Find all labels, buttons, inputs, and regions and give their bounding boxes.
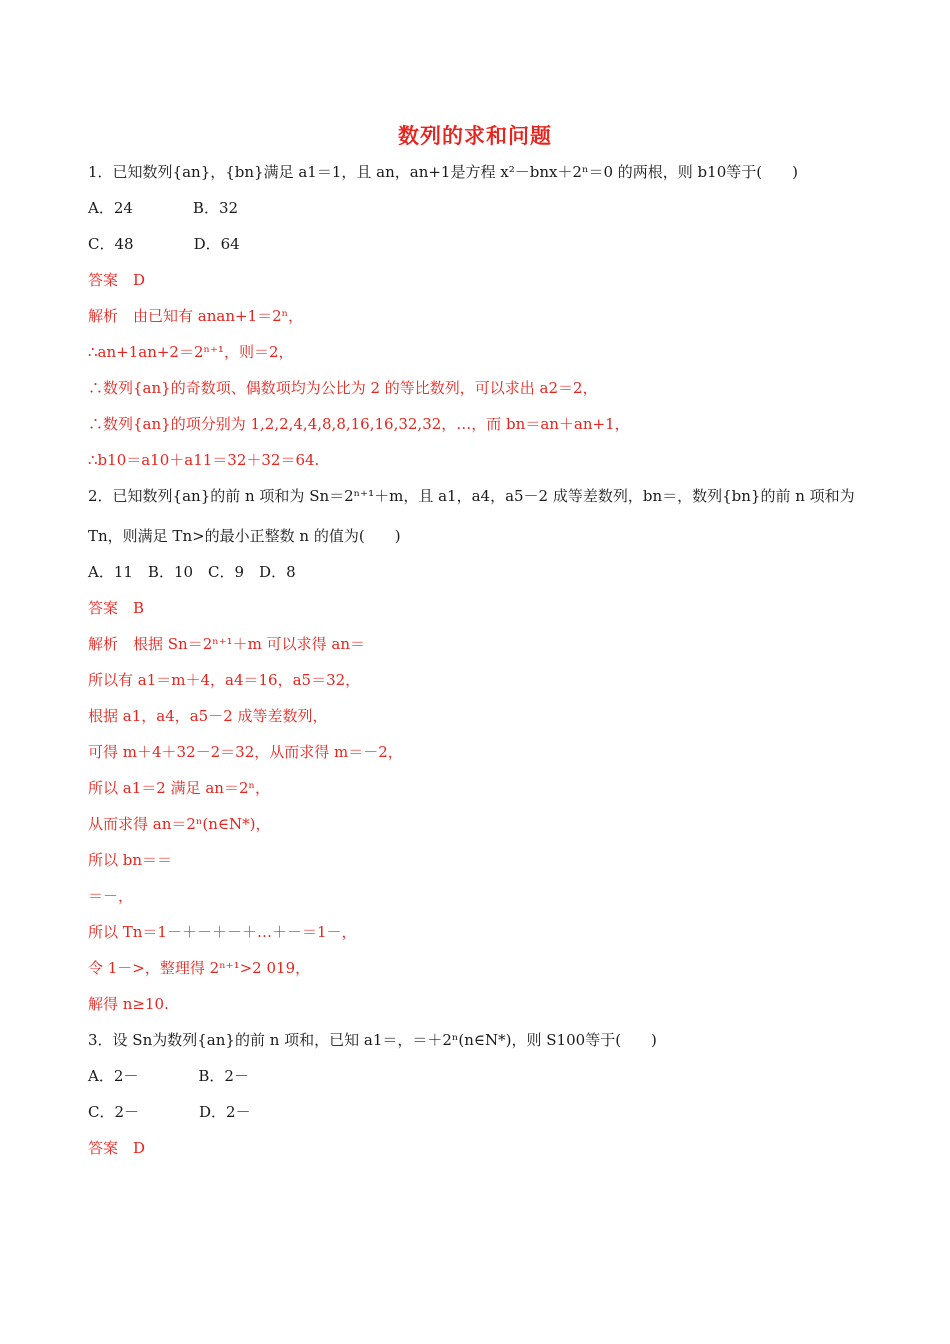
text-line: 可得 m＋4＋32－2＝32，从而求得 m＝－2， (88, 743, 403, 761)
text-line: 2．已知数列{an}的前 n 项和为 Sn＝2ⁿ⁺¹＋m，且 a1，a4，a5－2 成等差数列，bn＝，数列{bn}的前 n 项和为 (88, 487, 855, 505)
text-line: C．48 D．64 (88, 235, 240, 253)
text-line: 解得 n≥10. (88, 995, 169, 1013)
text-line: ∴b10＝a10＋a11＝32＋32＝64. (88, 451, 320, 469)
text-line: 所以 bn＝＝ (88, 851, 173, 869)
text-line: ∴an+1an+2＝2ⁿ⁺¹，则＝2， (88, 343, 294, 361)
text-line: 令 1－>，整理得 2ⁿ⁺¹>2 019， (88, 959, 311, 977)
text-line: A．11 B．10 C．9 D．8 (88, 563, 296, 581)
text-line: A．24 B．32 (88, 199, 239, 217)
text-line: 所以 a1＝2 满足 an＝2ⁿ， (88, 779, 270, 797)
text-line: 解析 由已知有 anan+1＝2ⁿ， (88, 307, 304, 325)
text-line: 答案 D (88, 271, 146, 289)
text-line: 根据 a1，a4，a5－2 成等差数列， (88, 707, 328, 725)
text-line: ＝－， (88, 887, 134, 905)
text-line: C．2－ D．2－ (88, 1103, 251, 1121)
text-line: Tn，则满足 Tn>的最小正整数 n 的值为( ) (88, 527, 401, 545)
text-line: 1．已知数列{an}，{bn}满足 a1＝1，且 an，an+1是方程 x²－bnx＋2ⁿ＝0 的两根，则 b10等于( ) (88, 163, 798, 181)
text-line: 解析 根据 Sn＝2ⁿ⁺¹＋m 可以求得 an＝ (88, 635, 366, 653)
text-line: ∴数列{an}的奇数项、偶数项均为公比为 2 的等比数列，可以求出 a2＝2， (88, 379, 598, 397)
text-line: 3．设 Sn为数列{an}的前 n 项和，已知 a1＝，＝＋2ⁿ(n∈N*)，则 S100等于( ) (88, 1031, 657, 1049)
text-line: A．2－ B．2－ (88, 1067, 249, 1085)
text-line: 答案 D (88, 1139, 146, 1157)
text-line: 从而求得 an＝2ⁿ(n∈N*)， (88, 815, 271, 833)
text-line: ∴数列{an}的项分别为 1,2,2,4,4,8,8,16,16,32,32，…，而 bn＝an＋an+1， (88, 415, 630, 433)
text-line: 所以 Tn＝1－＋－＋－＋…＋－＝1－， (88, 923, 357, 941)
page-title: 数列的求和问题 (398, 124, 552, 148)
text-line: 所以有 a1＝m＋4，a4＝16，a5＝32， (88, 671, 361, 689)
text-line: 答案 B (88, 599, 145, 617)
